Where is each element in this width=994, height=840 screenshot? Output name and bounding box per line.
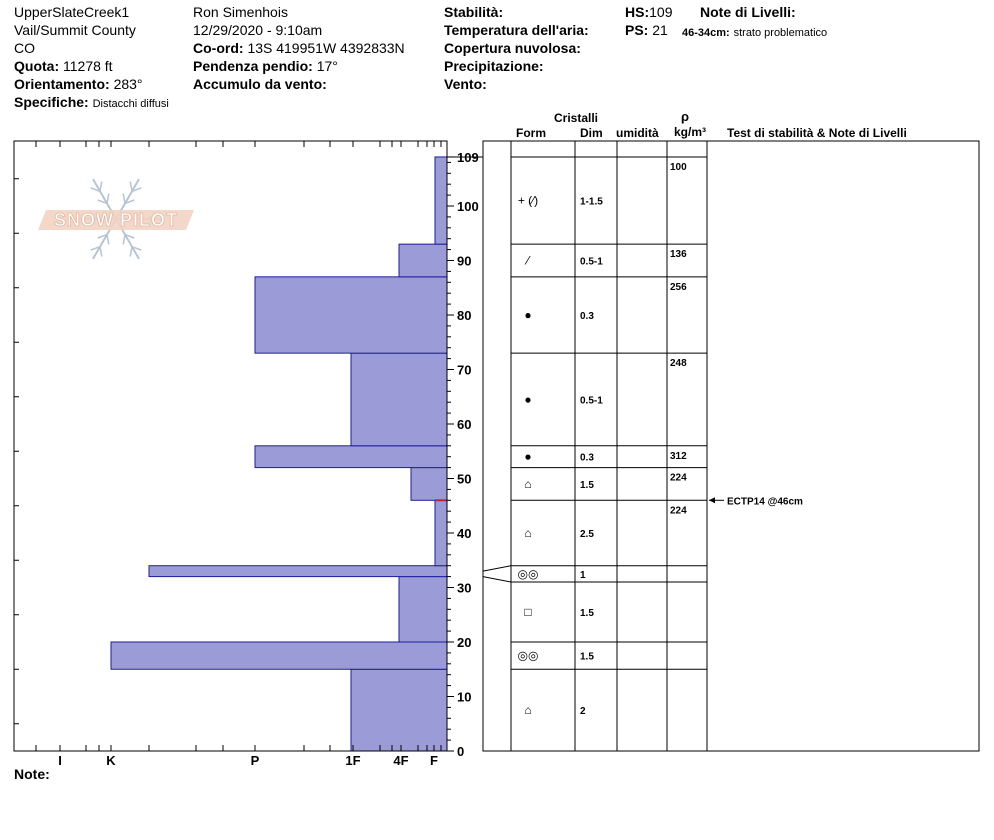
test-arrow-head [709, 497, 715, 503]
hardness-tick-label: I [58, 753, 62, 768]
density-value: 224 [670, 472, 687, 484]
slope-value: 17° [316, 58, 338, 74]
precipitation-label: Precipitazione: [444, 58, 544, 74]
hardness-bar [111, 642, 447, 669]
hardness-tick-label: 1F [345, 753, 361, 768]
hardness-bar [399, 244, 447, 277]
y-tick-label: 90 [457, 253, 472, 269]
hardness-bar [411, 468, 447, 501]
moisture-header: umidità [616, 126, 659, 140]
location-name: UpperSlateCreek1 [14, 4, 130, 20]
slope-label: Pendenza pendio: [193, 58, 313, 74]
ps-value: 21 [652, 22, 668, 38]
density-value: 136 [670, 249, 687, 261]
crystal-form: ⌂ [524, 476, 532, 491]
hardness-tick-label: F [430, 753, 438, 768]
snow-pilot-logo [38, 179, 194, 259]
crystal-size: 0.3 [580, 452, 594, 464]
wind-load-label: Accumulo da vento: [193, 76, 327, 92]
snowflake-branch [107, 235, 109, 245]
area-name: Vail/Summit County [14, 22, 136, 38]
logo-text: SNOW PILOT [54, 210, 178, 230]
observer-name: Ron Simenhois [193, 4, 288, 20]
density-value: 256 [670, 281, 687, 293]
crystal-size: 0.5-1 [580, 256, 603, 268]
crystal-form: ● [524, 449, 532, 464]
specifics-label: Specifiche: [14, 94, 89, 110]
snowflake-branch [100, 181, 102, 191]
elevation-value: 11278 ft [63, 58, 113, 74]
y-tick-label: 70 [457, 362, 472, 378]
air-temp-label: Temperatura dell'aria: [444, 22, 589, 38]
hardness-tick-label: 4F [393, 753, 409, 768]
crystal-form: ⌂ [524, 703, 532, 718]
hardness-tick-label: P [250, 753, 260, 768]
hardness-bar [149, 566, 447, 577]
crystal-size: 2.5 [580, 529, 594, 540]
hardness-bar [435, 157, 447, 244]
crystal-size: 1-1.5 [580, 196, 603, 208]
hardness-bar [351, 669, 447, 751]
crystal-form: □ [524, 605, 532, 620]
crystal-form: ● [524, 392, 532, 407]
size-header: Dim [580, 126, 603, 140]
coord-label: Co-ord: [193, 40, 244, 56]
specifics-value: Distacchi diffusi [92, 98, 169, 110]
y-tick-label: 40 [457, 526, 472, 541]
hs-value: 109 [649, 4, 673, 20]
form-header: Form [516, 126, 546, 140]
density-unit: kg/m³ [674, 125, 707, 139]
hardness-bar [255, 277, 447, 353]
layer-connector [483, 566, 511, 571]
layer-notes-label: Note di Livelli: [700, 4, 796, 20]
hardness-bar [399, 577, 447, 642]
observation-datetime: 12/29/2020 - 9:10am [193, 22, 323, 38]
y-tick-label: 60 [457, 417, 472, 432]
problem-range: 46-34cm: [682, 27, 730, 39]
density-value: 224 [670, 505, 687, 517]
crystal-size: 1.5 [580, 651, 594, 663]
density-value: 100 [670, 161, 687, 173]
snowflake-branch [130, 247, 132, 257]
y-tick-label: 20 [457, 635, 472, 650]
aspect-value: 283° [113, 76, 143, 92]
y-tick-label: 80 [457, 308, 472, 323]
state-name: CO [14, 40, 35, 56]
crystal-form: ◎◎ [517, 566, 539, 581]
density-value: 312 [670, 450, 687, 462]
crystal-form: + (⁄) [517, 193, 539, 208]
y-tick-label: 30 [457, 580, 472, 596]
y-tick-label: 0 [457, 744, 465, 759]
hardness-bar [351, 353, 447, 446]
snowflake-branch [123, 235, 125, 245]
snowflake-branch [130, 181, 132, 191]
crystal-size: 1.5 [580, 608, 594, 620]
coord-value: 13S 419951W 4392833N [247, 40, 405, 56]
crystal-form: ● [524, 308, 532, 322]
crystal-size: 0.3 [580, 311, 594, 322]
y-tick-label: 50 [457, 471, 472, 487]
snowflake-branch [107, 194, 109, 204]
ps-label: PS: [625, 22, 649, 38]
crystal-size: 1 [580, 569, 586, 581]
tests-header: Test di stabilità & Note di Livelli [727, 126, 907, 140]
hardness-bar [255, 446, 447, 468]
hs-label: HS: [625, 4, 650, 20]
hardness-tick-label: K [106, 753, 116, 768]
snowflake-branch [123, 194, 125, 204]
hardness-bar [435, 500, 447, 565]
aspect-label: Orientamento: [14, 76, 110, 92]
elevation-label: Quota: [14, 58, 60, 74]
y-tick-label: 109 [457, 149, 479, 165]
note-label: Note: [14, 766, 50, 782]
crystal-size: 2 [580, 706, 586, 718]
density-symbol: ρ [681, 109, 690, 124]
wind-label: Vento: [444, 76, 487, 92]
crystal-form: ⁄ [526, 253, 530, 268]
stability-test-label: ECTP14 @46cm [727, 496, 803, 508]
crystal-size: 1.5 [580, 479, 594, 491]
crystals-header: Cristalli [554, 111, 599, 125]
cloud-cover-label: Copertura nuvolosa: [444, 40, 581, 56]
density-value: 248 [670, 358, 687, 370]
y-tick-label: 100 [457, 199, 479, 214]
problem-text: strato problematico [733, 27, 828, 39]
crystal-form: ◎◎ [517, 648, 539, 663]
y-tick-label: 10 [457, 689, 472, 705]
layer-connector [483, 577, 511, 582]
snowflake-branch [100, 247, 102, 257]
crystal-size: 0.5-1 [580, 395, 603, 407]
stability-label: Stabilità: [444, 4, 504, 20]
crystal-form: ⌂ [524, 526, 532, 540]
